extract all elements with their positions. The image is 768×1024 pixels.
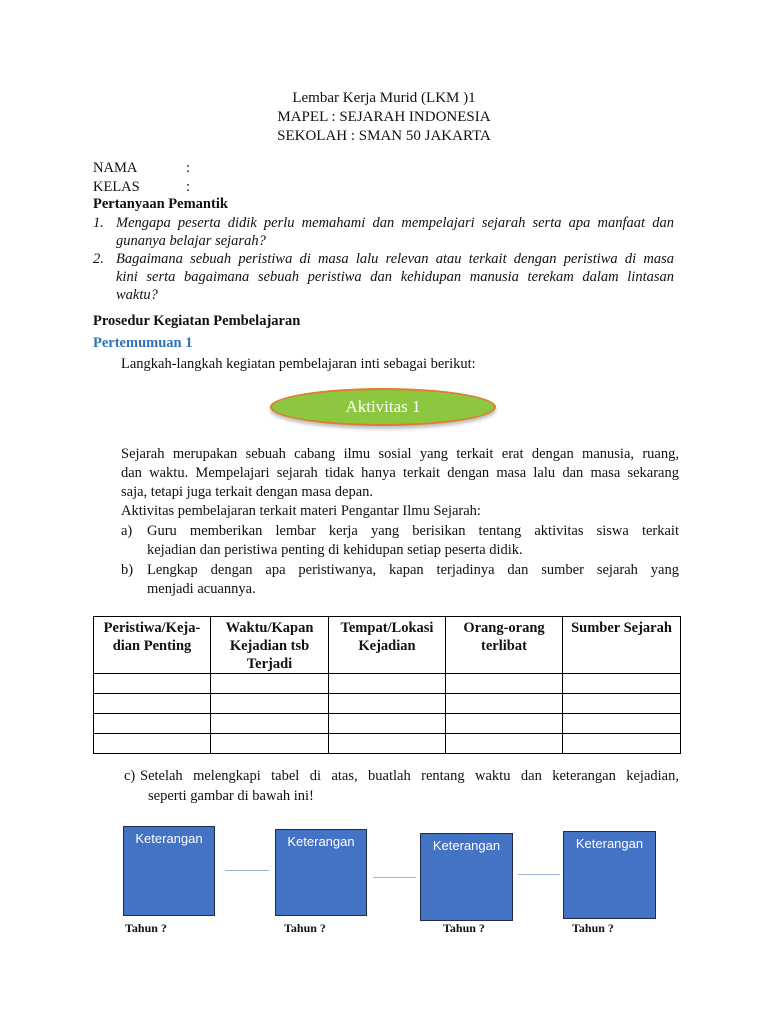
item-c-line-2: seperti gambar di bawah ini! <box>148 788 314 804</box>
timeline-year-3: Tahun ? <box>443 921 485 935</box>
timeline-year-2: Tahun ? <box>284 921 326 935</box>
timeline-box-2 <box>275 829 367 916</box>
timeline-box-label: Keterangan <box>432 838 501 853</box>
table-cell[interactable] <box>329 674 446 694</box>
timeline-box-label: Keterangan <box>287 834 355 849</box>
table-cell[interactable] <box>329 734 446 754</box>
paragraph-1-line-3: saja, tetapi juga terkait dengan masa depan. <box>121 484 374 500</box>
table-cell[interactable] <box>563 734 681 754</box>
item-a-line-1: Guru memberikan lembar kerja yang berisikan tentang aktivitas siswa terkait <box>147 523 679 539</box>
item-b-line-1: Lengkap dengan apa peristiwanya, kapan terjadinya dan sumber sejarah yang <box>147 562 679 578</box>
column-header-waktu: Waktu/Kapan Kejadian tsb Terjadi <box>211 617 329 674</box>
q1-line-2: gunanya belajar sejarah? <box>116 233 266 249</box>
nama-colon: : <box>186 160 191 176</box>
table-cell[interactable] <box>94 734 211 754</box>
history-table <box>93 616 681 754</box>
q2-line-3: waktu? <box>116 287 158 303</box>
item-c-line-1: Setelah melengkapi tabel di atas, buatlah rentang waktu dan keterangan kejadian, <box>140 768 679 784</box>
timeline-box-4 <box>563 831 656 919</box>
item-a-line-2: kejadian dan peristiwa penting di kehidupan setiap peserta didik. <box>147 542 523 558</box>
q1-number: 1. <box>93 215 104 231</box>
pertemuan-heading: Pertemumuan 1 <box>93 335 193 351</box>
table-row <box>94 674 681 694</box>
doc-subject: MAPEL : SEJARAH INDONESIA <box>277 109 491 125</box>
paragraph-1-line-2: dan waktu. Mempelajari sejarah tidak hanya terkait dengan masa lalu dan masa sekarang <box>121 465 679 481</box>
table-row <box>94 694 681 714</box>
doc-school: SEKOLAH : SMAN 50 JAKARTA <box>277 128 491 144</box>
q2-number: 2. <box>93 251 104 267</box>
table-cell[interactable] <box>446 694 563 714</box>
timeline-box-1 <box>123 826 215 916</box>
kelas-label: KELAS <box>93 179 140 195</box>
timeline-connector <box>373 877 416 878</box>
table-cell[interactable] <box>446 734 563 754</box>
aktivitas-badge <box>270 388 496 426</box>
table-cell[interactable] <box>94 694 211 714</box>
langkah-text: Langkah-langkah kegiatan pembelajaran inti sebagai berikut: <box>121 356 476 372</box>
table-cell[interactable] <box>563 674 681 694</box>
column-header-tempat: Tempat/Lokasi Kejadian <box>329 617 446 674</box>
q2-line-2: kini serta bagaimana sebuah peristiwa dan kehidupan manusia terekam dalam lintasan <box>116 269 674 285</box>
timeline-box-3 <box>420 833 513 921</box>
nama-label: NAMA <box>93 160 138 176</box>
table-cell[interactable] <box>211 694 329 714</box>
table-cell[interactable] <box>211 674 329 694</box>
column-header-orang: Orang-orang terlibat <box>446 617 563 674</box>
prosedur-heading: Prosedur Kegiatan Pembelajaran <box>93 313 301 329</box>
table-cell[interactable] <box>329 694 446 714</box>
paragraph-1-line-1: Sejarah merupakan sebuah cabang ilmu sosial yang terkait erat dengan manusia, ruang, <box>121 446 679 462</box>
table-header-row <box>94 617 681 674</box>
doc-title: Lembar Kerja Murid (LKM )1 <box>292 90 476 106</box>
q1-line-1: Mengapa peserta didik perlu memahami dan mempelajari sejarah serta apa manfaat dan <box>116 215 674 231</box>
item-b-line-2: menjadi acuannya. <box>147 581 256 597</box>
timeline-box-label: Keterangan <box>135 831 203 846</box>
timeline-year-4: Tahun ? <box>572 921 614 935</box>
table-cell[interactable] <box>446 674 563 694</box>
item-b-marker: b) <box>121 562 134 578</box>
table-cell[interactable] <box>563 694 681 714</box>
table-cell[interactable] <box>329 714 446 734</box>
table-row <box>94 734 681 754</box>
column-header-peristiwa: Peristiwa/Keja-dian Penting <box>94 617 211 674</box>
paragraph-2: Aktivitas pembelajaran terkait materi Pengantar Ilmu Sejarah: <box>121 503 481 519</box>
timeline-box-label: Keterangan <box>575 836 644 851</box>
table-row <box>94 714 681 734</box>
q2-line-1: Bagaimana sebuah peristiwa di masa lalu relevan atau terkait dengan peristiwa di masa <box>116 251 674 267</box>
column-header-sumber: Sumber Sejarah <box>563 617 681 674</box>
table-cell[interactable] <box>446 714 563 734</box>
table-cell[interactable] <box>211 734 329 754</box>
item-a-marker: a) <box>121 523 133 539</box>
kelas-colon: : <box>186 179 191 195</box>
timeline-connector <box>225 870 269 871</box>
table-cell[interactable] <box>211 714 329 734</box>
aktivitas-label: Aktivitas 1 <box>345 397 421 416</box>
pertanyaan-heading: Pertanyaan Pemantik <box>93 196 228 212</box>
timeline-year-1: Tahun ? <box>125 921 167 935</box>
table-cell[interactable] <box>563 714 681 734</box>
table-cell[interactable] <box>94 674 211 694</box>
table-cell[interactable] <box>94 714 211 734</box>
timeline-connector <box>518 874 560 875</box>
item-c-marker: c) <box>124 768 136 784</box>
